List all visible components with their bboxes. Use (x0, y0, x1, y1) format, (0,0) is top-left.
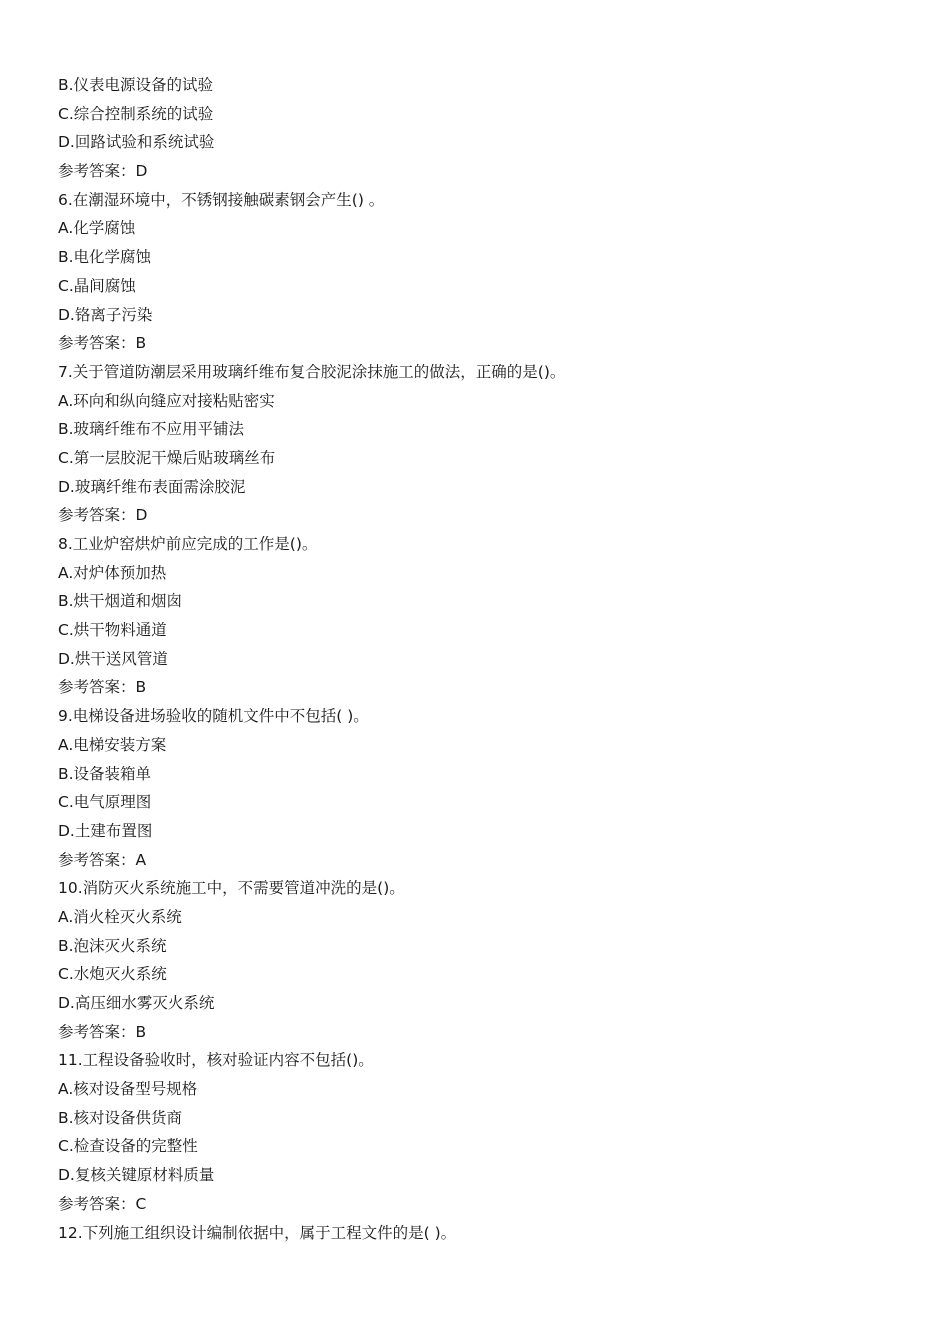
option-d-q5: D.回路试验和系统试验 (58, 133, 215, 152)
question-11: 11.工程设备验收时，核对验证内容不包括()。 (58, 1051, 374, 1070)
option-a-q10: A.消火栓灭火系统 (58, 907, 182, 926)
answer-q10: 参考答案：B (58, 1022, 147, 1041)
option-c-q7: C.第一层胶泥干燥后贴玻璃丝布 (58, 448, 276, 467)
option-d-q8: D.烘干送风管道 (58, 649, 168, 668)
option-c-q10: C.水炮灭火系统 (58, 965, 167, 984)
option-d-q10: D.高压细水雾灭火系统 (58, 994, 215, 1012)
option-b-q10: B.泡沫灭火系统 (58, 936, 167, 955)
option-c-q11: C.检查设备的完整性 (58, 1137, 198, 1156)
answer-q8: 参考答案：B (58, 678, 147, 697)
answer-q11: 参考答案：C (58, 1194, 147, 1213)
question-7: 7.关于管道防潮层采用玻璃纤维布复合胶泥涂抹施工的做法，正确的是()。 (58, 362, 566, 381)
option-b-q8: B.烘干烟道和烟囱 (58, 592, 183, 611)
option-a-q11: A.核对设备型号规格 (58, 1080, 198, 1099)
option-a-q8: A.对炉体预加热 (58, 563, 167, 582)
option-b-q9: B.设备装箱单 (58, 764, 152, 783)
option-c-q8: C.烘干物料通道 (58, 621, 167, 640)
question-9: 9.电梯设备进场验收的随机文件中不包括( )。 (58, 707, 369, 726)
question-text-block (58, 71, 898, 1247)
answer-q9: 参考答案：A (58, 850, 147, 869)
question-12: 12.下列施工组织设计编制依据中，属于工程文件的是( )。 (58, 1223, 457, 1242)
question-10: 10.消防灭火系统施工中，不需要管道冲洗的是()。 (58, 879, 405, 898)
option-c-q5: C.综合控制系统的试验 (58, 104, 214, 123)
option-b-q5: B.仪表电源设备的试验 (58, 76, 214, 94)
question-6: 6.在潮湿环境中，不锈钢接触碳素钢会产生() 。 (58, 190, 385, 209)
option-c-q9: C.电气原理图 (58, 793, 152, 812)
option-d-q7: D.玻璃纤维布表面需涂胶泥 (58, 477, 246, 496)
option-a-q9: A.电梯安装方案 (58, 735, 167, 754)
option-b-q11: B.核对设备供货商 (58, 1108, 183, 1127)
option-a-q7: A.环向和纵向缝应对接粘贴密实 (58, 391, 275, 410)
option-b-q7: B.玻璃纤维布不应用平铺法 (58, 420, 245, 439)
option-d-q6: D.铬离子污染 (58, 305, 153, 324)
question-8: 8.工业炉窑烘炉前应完成的工作是()。 (58, 535, 318, 553)
option-a-q6: A.化学腐蚀 (58, 219, 136, 238)
answer-q6: 参考答案：B (58, 334, 147, 353)
option-c-q6: C.晶间腐蚀 (58, 276, 136, 295)
option-d-q9: D.土建布置图 (58, 821, 153, 840)
answer-q5: 参考答案：D (58, 162, 148, 181)
option-d-q11: D.复核关键原材料质量 (58, 1166, 215, 1185)
answer-q7: 参考答案：D (58, 506, 148, 525)
option-b-q6: B.电化学腐蚀 (58, 248, 152, 267)
